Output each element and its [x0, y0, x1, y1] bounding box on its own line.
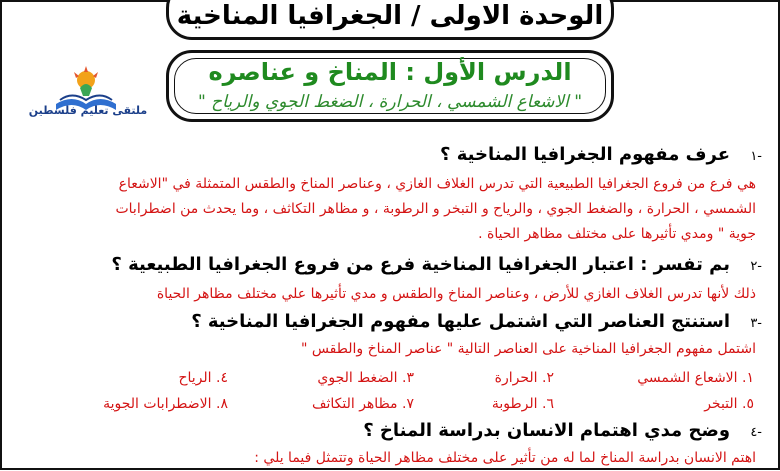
question-text: وضح مدي اهتمام الانسان بدراسة المناخ ؟ [363, 420, 731, 441]
answer-3 [301, 337, 756, 362]
question-text: استنتج العناصر التي اشتمل عليها مفهوم الجغرافيا المناخية ؟ [191, 311, 731, 332]
question-text: عرف مفهوم الجغرافيا المناخية ؟ [440, 144, 731, 165]
logo-caption: ملتقى تعليم فلسطين [28, 104, 148, 117]
question-number: -١ [750, 149, 762, 164]
question-3 [191, 311, 762, 332]
answer-line: اهتم الانسان بدراسة المناخ لما له من تأثير على مختلف مظاهر الحياة وتتمثل فيما يلي : [254, 450, 756, 466]
answer-line: هي فرع من فروع الجغرافيا الطبيعية التي تدرس الغلاف الغازي ، وعناصر المناخ والطقس المتمثلة في "الاشعاع [118, 176, 756, 192]
element-item: ٧. مظاهر التكاثف [311, 396, 414, 412]
element-item: ١. الاشعاع الشمسي [637, 370, 754, 386]
answer-line: اشتمل مفهوم الجغرافيا المناخية على العناصر التالية " عناصر المناخ والطقس " [300, 341, 756, 357]
question-text: بم تفسر : اعتبار الجغرافيا المناخية فرع من فروع الجغرافيا الطبيعية ؟ [111, 254, 731, 275]
answer-line: الشمسي ، الحرارة ، والضغط الجوي ، والرياح و التبخر و الرطوبة ، و مظاهر التكاثف ، وما يحدث من اضطرابات [115, 201, 756, 217]
element-item: ٢. الحرارة [494, 370, 554, 386]
element-item: ٣. الضغط الجوي [317, 370, 414, 386]
question-4 [363, 420, 762, 441]
answer-2 [157, 282, 756, 307]
question-2 [111, 254, 762, 275]
question-number: -٣ [750, 316, 762, 331]
unit-banner [166, 0, 614, 40]
answer-1 [115, 172, 756, 247]
question-number: -٤ [750, 425, 762, 440]
element-item: ٤. الرياح [178, 370, 228, 386]
unit-title: الوحدة الاولى / الجغرافيا المناخية [176, 1, 604, 31]
element-item: ٨. الاضطرابات الجوية [103, 396, 228, 412]
answer-line: ذلك لأنها تدرس الغلاف الغازي للأرض ، وعناصر المناخ والطقس و مدي تأثيرها علي مختلف مظاهر الحياة [156, 286, 756, 302]
element-item: ٥. التبخر [704, 396, 754, 412]
lesson-subtitle: " الاشعاع الشمسي ، الحرارة ، الضغط الجوي والرياح " [197, 92, 583, 112]
answer-line: جوية " ومدي تأثيرها على مختلف مظاهر الحياة . [478, 226, 756, 242]
lesson-title: الدرس الأول : المناخ و عناصره [208, 58, 572, 86]
element-item: ٦. الرطوبة [491, 396, 554, 412]
question-number: -٢ [750, 259, 762, 274]
question-1 [440, 144, 762, 165]
answer-4 [254, 446, 756, 471]
